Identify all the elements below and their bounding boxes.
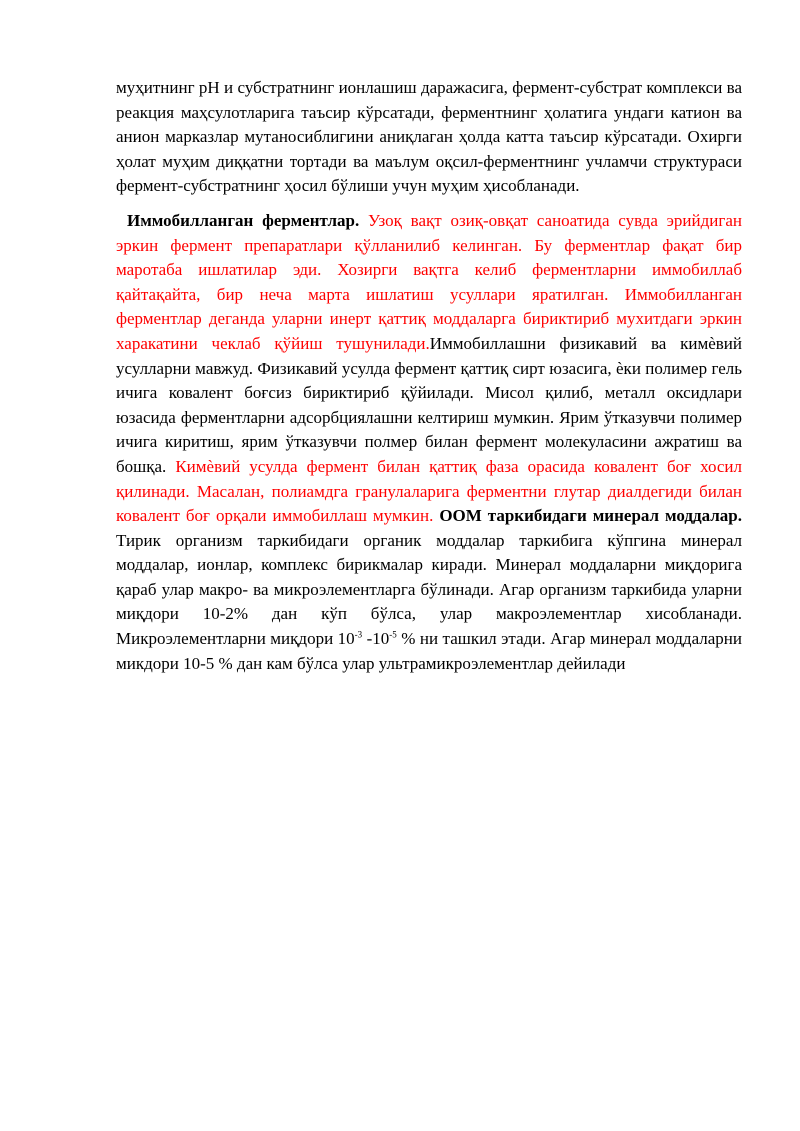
paragraph-immobilized-enzymes [116, 209, 742, 676]
paragraph-ph-influence-text: муҳитнинг рН и субстратнинг ионлашиш даражасига, фермент-субстрат комплекси ва реакция маҳсулотларига таъсир кўрсатади, ферментнинг ҳолатига ундаги катион ва анион марказлар мутаносиблигини аниқлаган ҳолда катта таъсир кўрсатади. Охирги ҳолат муҳим диққатни тортади ва маълум оқсил-ферментнинг учламчи структураси фермент-субстратнинг ҳосил бўлиши учун муҳим ҳисобланади. [116, 78, 742, 196]
text-mineral-substances: Тирик организм таркибидаги органик моддалар таркибига кўпгина минерал моддалар, ионлар, комплекс бирикмалар киради. Минерал моддаларни миқдорига қараб улар макро- ва микроэлементларга бўлинади. Агар организм таркибида уларни миқдори 10-2% дан кўп бўлса, улар макроэлементлар хисобланади. Микроэлементларни миқдори 10 [116, 530, 742, 649]
highlighted-text-free-enzymes: Узоқ вақт озиқ-овқат саноатида сувда эрийдиган эркин фермент препаратлари қўлланилиб келинган. Бу ферментлар фақат бир маротаба ишлатилар эди. Хозирги вақтга келиб ферментларни иммобиллаб қайтақайта, бир неча марта ишлатиш усуллари яратилган. Иммобилланган ферментлар деганда уларни инерт қаттиқ моддаларга бириктириб мухитдаги эркин харакатини чеклаб қўйиш тушунилади. [116, 210, 742, 353]
heading-immobilized-enzymes: Иммобилланган ферментлар. [127, 210, 360, 230]
text-mineral-range: -10 [362, 629, 390, 649]
text-ultramicroelements: % ни ташкил этади. Агар минерал моддаларни микдори 10-5 % дан кам бўлса улар ультрамикроэлементлар дейилади [116, 629, 742, 673]
paragraph-ph-influence [116, 76, 742, 199]
superscript-minus-5: -5 [389, 629, 397, 640]
heading-mineral-substances: ООМ таркибидаги минерал моддалар. [439, 506, 742, 526]
text-physical-method: Иммобиллашни физикавий ва кимѐвий усулларни мавжуд. Физикавий усулда фермент қаттиқ сирт юзасига, ѐки полимер гель ичига ковалент боғсиз бириктириб қўйилади. Мисол қилиб, металл оксидлари юзасида ферментларни адсорбциялашни келтириш мумкин. Ярим ўтказувчи полимер ичига киритиш, ярим ўтказувчи полмер билан фермент молекуласини ажратиш ва бошқа. [116, 333, 742, 476]
superscript-minus-3: -3 [354, 629, 363, 640]
highlighted-text-chemical-method: Кимѐвий усулда фермент билан қаттиқ фаза орасида ковалент боғ хосил қилинади. Масалан, полиамдга гранулаларига ферментни глутар диалдегиди билан ковалент боғ орқали иммобиллаш мумкин. [116, 456, 743, 526]
document-body [116, 76, 742, 676]
